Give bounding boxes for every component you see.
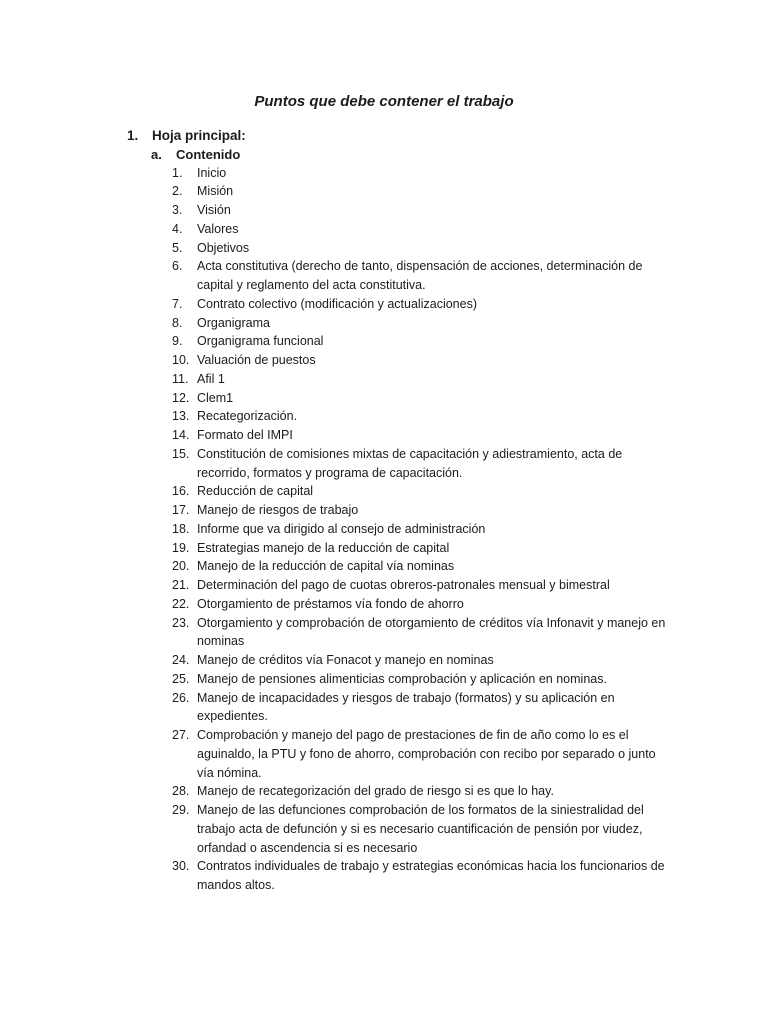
list-item [172, 426, 672, 445]
list-item-number: 16. [172, 484, 190, 499]
document-title: Puntos que debe contener el trabajo [254, 93, 514, 110]
list-item-number: 1. [172, 165, 183, 180]
list-item-text: Estrategias manejo de la reducción de capital [197, 540, 450, 555]
list-item-text: Manejo de incapacidades y riesgos de trabajo (formatos) y su aplicación en expedientes. [197, 690, 615, 724]
list-item-number: 19. [172, 540, 190, 555]
subsection-letter: a. [151, 147, 162, 162]
list-item-number: 2. [172, 184, 183, 199]
list-item-number: 26. [172, 690, 190, 705]
list-item-number: 24. [172, 653, 190, 667]
list-item-text: Reducción de capital [197, 484, 314, 499]
list-item-number: 22. [172, 596, 190, 611]
list-item-text: Misión [197, 184, 234, 199]
list-item-text: Valuación de puestos [197, 353, 316, 367]
section-number: 1. [127, 128, 139, 143]
subsection-label: Contenido [176, 147, 241, 162]
list-item-text: Recategorización. [197, 409, 298, 424]
list-item-number: 6. [172, 259, 183, 274]
list-item [172, 576, 672, 595]
list-item [172, 595, 672, 614]
list-item-number: 10. [172, 353, 190, 367]
list-item [172, 670, 672, 689]
list-item [172, 314, 672, 333]
list-item-number: 25. [172, 671, 190, 686]
list-item [172, 389, 672, 408]
list-item-number: 5. [172, 240, 183, 255]
list-item [172, 201, 672, 220]
list-item-number: 8. [172, 315, 183, 330]
list-item-text: Otorgamiento y comprobación de otorgamiento de créditos vía Infonavit y manejo en nominas [197, 615, 666, 649]
list-item-number: 7. [172, 296, 183, 311]
list-item [172, 482, 672, 501]
list-item-number: 17. [172, 503, 190, 517]
list-item-text: Contratos individuales de trabajo y estrategias económicas hacia los funcionarios de mandos altos. [197, 859, 665, 892]
list-item-text: Determinación del pago de cuotas obreros-patronales mensual y bimestral [197, 578, 610, 592]
list-item [172, 351, 672, 370]
list-item-text: Manejo de pensiones alimenticias comprobación y aplicación en nominas. [197, 671, 607, 686]
list-item [172, 520, 672, 539]
list-item-text: Formato del IMPI [197, 428, 293, 442]
list-item [172, 539, 672, 558]
list-item-number: 21. [172, 578, 190, 592]
list-item [172, 164, 672, 183]
list-item [172, 239, 672, 258]
list-item-text: Manejo de recategorización del grado de riesgo si es que lo hay. [197, 784, 554, 799]
list-item-text: Comprobación y manejo del pago de prestaciones de fin de año como lo es el aguinaldo, la PTU y fono de ahorro, comprobación con recibo por separado o junto vía nómina. [197, 728, 656, 780]
list-item-number: 27. [172, 728, 190, 742]
list-item-text: Informe que va dirigido al consejo de administración [197, 521, 486, 536]
list-item [172, 726, 672, 782]
list-item-number: 3. [172, 203, 183, 217]
list-item-text: Manejo de riesgos de trabajo [197, 503, 359, 517]
list-item-number: 23. [172, 615, 190, 630]
list-item [172, 857, 672, 895]
list-item-number: 28. [172, 784, 190, 799]
list-item [172, 220, 672, 239]
list-item [172, 801, 672, 857]
list-item-text: Constitución de comisiones mixtas de capacitación y adiestramiento, acta de recorrido, formatos y programa de capacitación. [197, 446, 623, 480]
list-item-text: Otorgamiento de préstamos vía fondo de ahorro [197, 596, 464, 611]
list-item-number: 15. [172, 446, 190, 461]
list-item [172, 407, 672, 426]
list-item [172, 501, 672, 520]
list-item-text: Organigrama funcional [197, 334, 324, 349]
list-item-number: 18. [172, 521, 190, 536]
list-item-text: Manejo de las defunciones comprobación de los formatos de la siniestralidad del trabajo acta de defunción y si es necesario cuantificación de pensión por viudez, orfandad o ascendencia si es necesario [197, 803, 644, 855]
list-item [172, 689, 672, 727]
list-item-number: 12. [172, 390, 190, 405]
list-item-text: Clem1 [197, 390, 234, 405]
list-item-text: Acta constitutiva (derecho de tanto, dispensación de acciones, determinación de capital y reglamento del acta constitutiva. [197, 259, 643, 292]
list-item-number: 14. [172, 428, 190, 442]
list-item-number: 4. [172, 221, 183, 236]
list-item [172, 295, 672, 314]
list-item-number: 20. [172, 559, 190, 574]
list-item-number: 13. [172, 409, 190, 424]
list-item-text: Organigrama [197, 315, 270, 330]
list-item [172, 445, 672, 483]
content-list [172, 164, 672, 895]
list-item [172, 782, 672, 801]
list-item-text: Manejo de la reducción de capital vía nominas [197, 559, 455, 574]
list-item-number: 9. [172, 334, 183, 349]
list-item-number: 30. [172, 859, 190, 874]
list-item-text: Manejo de créditos vía Fonacot y manejo en nominas [197, 653, 494, 667]
list-item-text: Contrato colectivo (modificación y actualizaciones) [197, 296, 477, 311]
list-item [172, 370, 672, 389]
list-item [172, 182, 672, 201]
list-item-text: Objetivos [197, 240, 250, 255]
list-item [172, 557, 672, 576]
list-item-number: 29. [172, 803, 190, 817]
list-item-text: Valores [197, 221, 239, 236]
section-label: Hoja principal: [152, 128, 246, 143]
subsection-heading [151, 146, 240, 164]
section-heading [127, 127, 246, 145]
list-item [172, 332, 672, 351]
list-item-text: Inicio [197, 165, 227, 180]
list-item-text: Visión [197, 203, 231, 217]
list-item [172, 614, 672, 652]
list-item [172, 257, 672, 295]
list-item [172, 651, 672, 670]
list-item-text: Afil 1 [197, 371, 225, 386]
list-item-number: 11. [172, 371, 189, 386]
